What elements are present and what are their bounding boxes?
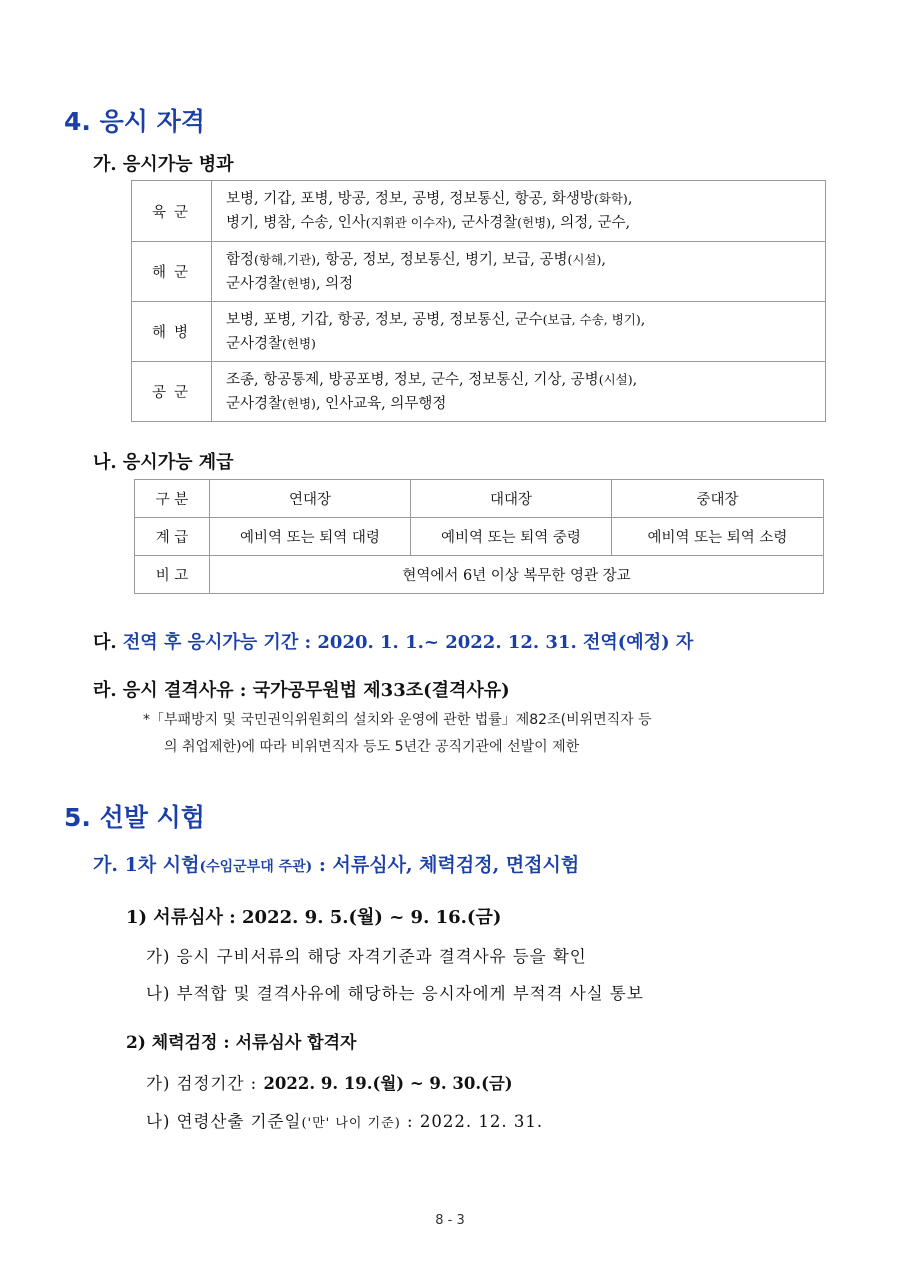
header-cell: 구 분 bbox=[135, 480, 210, 518]
rank-row bbox=[135, 518, 824, 556]
age-reference-date bbox=[146, 1108, 543, 1132]
first-exam-prefix: 가. 1차 시험 bbox=[93, 854, 200, 876]
branch-text: , 의정 bbox=[315, 275, 354, 292]
branch-note: (시설) bbox=[567, 251, 602, 267]
subsection-period bbox=[93, 628, 693, 654]
subsection-branches-title: 가. 응시가능 병과 bbox=[93, 154, 234, 175]
fitness-test-period bbox=[146, 1070, 513, 1094]
branch-row bbox=[132, 242, 826, 302]
branch-note: (보급, 수송, 병기) bbox=[542, 311, 641, 327]
branch-line bbox=[226, 308, 811, 332]
branch-text: 보병, 기갑, 포병, 방공, 정보, 공병, 정보통신, 항공, 화생방 bbox=[226, 191, 594, 207]
age-date: : 2022. 12. 31. bbox=[400, 1112, 544, 1131]
age-basis: ('만' 나이 기준) bbox=[301, 1116, 401, 1131]
branch-row bbox=[132, 362, 826, 422]
header-cell: 연대장 bbox=[210, 480, 411, 518]
header-cell: 중대장 bbox=[612, 480, 824, 518]
branch-line bbox=[226, 248, 811, 272]
branch-note: (헌병) bbox=[282, 335, 316, 351]
branch-service-label: 해병 bbox=[132, 302, 212, 362]
ranks-table bbox=[134, 479, 824, 594]
branch-text: , 인사교육, 의무행정 bbox=[315, 395, 447, 412]
ranks-header-row bbox=[135, 480, 824, 518]
branch-note: (화학) bbox=[593, 191, 628, 206]
branch-text: , bbox=[601, 251, 606, 268]
branch-text: , 의정, 군수, bbox=[551, 215, 631, 231]
branch-line bbox=[226, 392, 811, 416]
period-prefix: 다. bbox=[93, 632, 123, 653]
fitness-test-title: 2) 체력검정 : 서류심사 합격자 bbox=[126, 1033, 357, 1053]
rank-cell: 예비역 또는 퇴역 대령 bbox=[210, 518, 411, 556]
first-exam-organizer: (수임군부대 주관) bbox=[199, 859, 313, 875]
branch-list bbox=[212, 302, 826, 362]
header-cell: 대대장 bbox=[411, 480, 612, 518]
document-review-title: 1) 서류심사 : 2022. 9. 5.(월) ~ 9. 16.(금) bbox=[126, 907, 502, 928]
branch-note: (항해,기관) bbox=[254, 251, 317, 267]
section-4-title: 4. 응시 자격 bbox=[64, 107, 205, 136]
branch-text: 보병, 포병, 기갑, 항공, 정보, 공병, 정보통신, 군수 bbox=[226, 311, 543, 328]
branch-line bbox=[226, 332, 811, 356]
branch-note: (지휘관 이수자) bbox=[365, 215, 452, 230]
branch-row bbox=[132, 302, 826, 362]
branch-line bbox=[226, 187, 811, 211]
remark-label: 비 고 bbox=[135, 556, 210, 594]
page-number: 8 - 3 bbox=[435, 1213, 465, 1228]
period-text: 전역 후 응시가능 기간 : 2020. 1. 1.~ 2022. 12. 31. 전역(예정) 자 bbox=[122, 632, 694, 653]
document-review-item-b: 나) 부적합 및 결격사유에 해당하는 응시자에게 부적격 사실 통보 bbox=[146, 984, 644, 1003]
age-label: 나) 연령산출 기준일 bbox=[146, 1112, 302, 1131]
branch-list bbox=[212, 362, 826, 422]
branch-text: 군사경찰 bbox=[226, 335, 283, 352]
branch-note: (헌병) bbox=[282, 395, 316, 411]
branch-text: , bbox=[640, 311, 646, 328]
document-review-item-a: 가) 응시 구비서류의 해당 자격기준과 결격사유 등을 확인 bbox=[146, 947, 587, 966]
subsection-disqualification-title: 라. 응시 결격사유 : 국가공무원법 제33조(결격사유) bbox=[93, 680, 510, 701]
remark-row bbox=[135, 556, 824, 594]
period-label: 가) 검정기간 : bbox=[146, 1074, 264, 1093]
rank-label: 계 급 bbox=[135, 518, 210, 556]
branch-text: 함정 bbox=[226, 251, 255, 268]
branch-text: 병기, 병참, 수송, 인사 bbox=[226, 215, 366, 231]
branch-service-label: 육군 bbox=[132, 181, 212, 242]
subsection-ranks-title: 나. 응시가능 계급 bbox=[93, 452, 234, 473]
rank-cell: 예비역 또는 퇴역 중령 bbox=[411, 518, 612, 556]
note-line: *「부패방지 및 국민권익위원회의 설치와 운영에 관한 법률」제82조(비위면직자 등 bbox=[143, 712, 652, 728]
branches-table bbox=[131, 180, 826, 422]
branch-list bbox=[212, 242, 826, 302]
branch-row bbox=[132, 181, 826, 242]
branch-text: , bbox=[632, 371, 638, 388]
branch-service-label: 공군 bbox=[132, 362, 212, 422]
remark-cell: 현역에서 6년 이상 복무한 영관 장교 bbox=[210, 556, 824, 594]
branch-line bbox=[226, 272, 811, 296]
branch-text: , 군사경찰 bbox=[451, 215, 518, 231]
period-dates: 2022. 9. 19.(월) ~ 9. 30.(금) bbox=[263, 1074, 513, 1093]
branch-text: , 항공, 정보, 정보통신, 병기, 보급, 공병 bbox=[316, 251, 568, 268]
branch-list bbox=[212, 181, 826, 242]
first-exam-items: : 서류심사, 체력검정, 면접시험 bbox=[312, 854, 580, 876]
disqualification-note bbox=[143, 707, 652, 761]
branch-text: 군사경찰 bbox=[226, 395, 283, 412]
branch-note: (헌병) bbox=[517, 215, 552, 230]
branch-note: (시설) bbox=[598, 371, 633, 387]
section-5-title: 5. 선발 시험 bbox=[64, 803, 205, 832]
branch-line bbox=[226, 211, 811, 235]
branch-text: , bbox=[627, 191, 633, 207]
first-exam-title bbox=[93, 850, 579, 877]
rank-cell: 예비역 또는 퇴역 소령 bbox=[612, 518, 824, 556]
branch-line bbox=[226, 368, 811, 392]
branch-text: 조종, 항공통제, 방공포병, 정보, 군수, 정보통신, 기상, 공병 bbox=[226, 371, 599, 388]
note-line: 의 취업제한)에 따라 비위면직자 등도 5년간 공직기관에 선발이 제한 bbox=[164, 739, 580, 755]
branch-service-label: 해군 bbox=[132, 242, 212, 302]
branch-text: 군사경찰 bbox=[226, 275, 283, 292]
branch-note: (헌병) bbox=[282, 275, 316, 291]
